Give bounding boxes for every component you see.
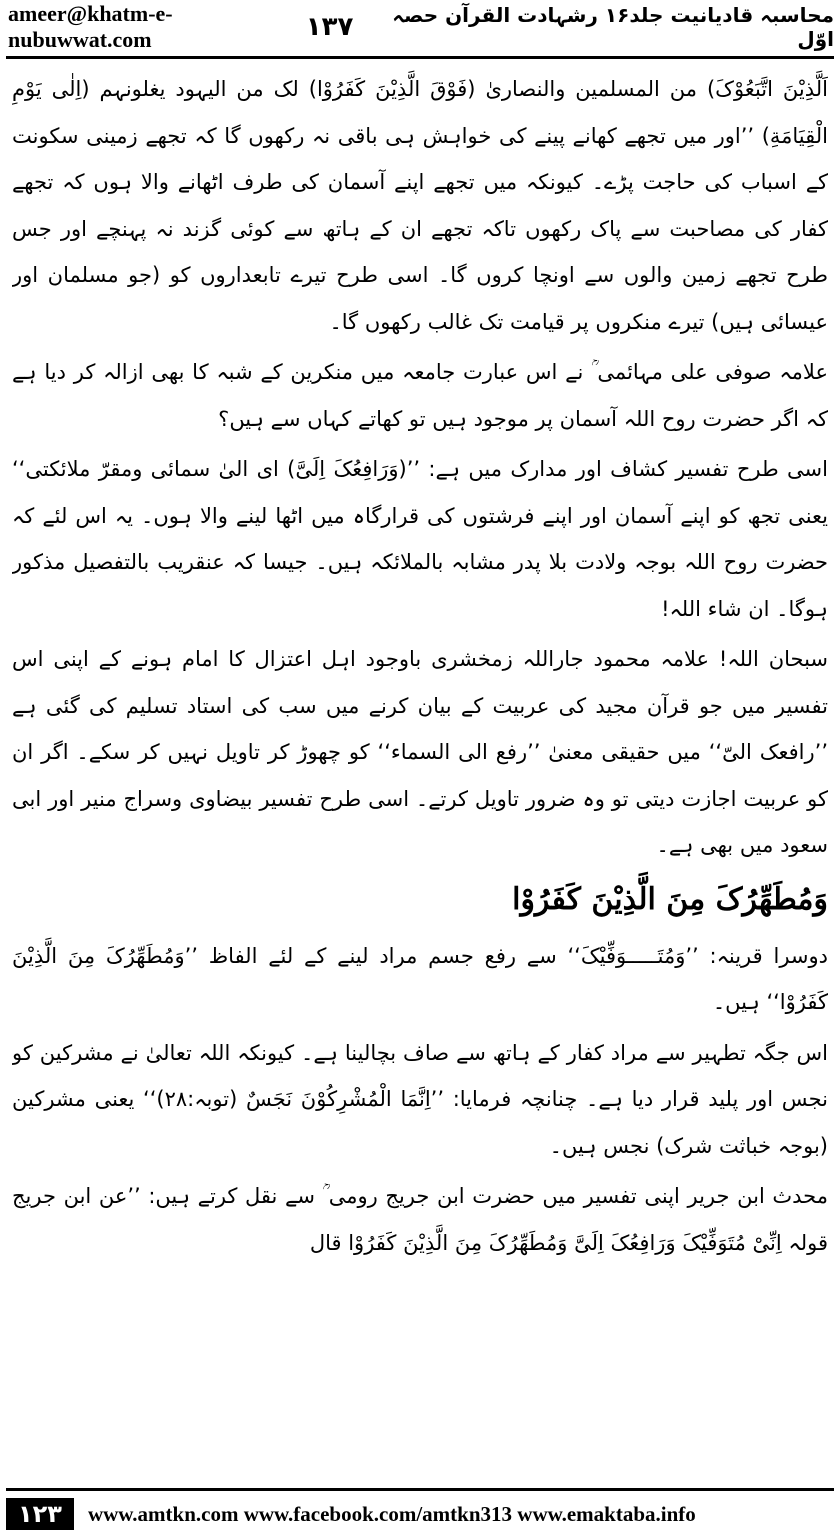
page-body — [12, 66, 828, 1482]
section-heading: وَمُطَهِّرُکَ مِنَ الَّذِیْنَ کَفَرُوْا — [512, 881, 828, 917]
page-footer — [6, 1494, 834, 1534]
paragraph-7: محدث ابن جریر اپنی تفسیر میں حضرت ابن جریج رومی ؒ سے نقل کرتے ہیں: ’’عن ابن جریج قولہ اِنِّیْ مُتَوَفِّیْکَ وَرَافِعُکَ اِلَیَّ وَمُطَهِّرُکَ مِنَ الَّذِیْنَ کَفَرُوْا قال — [12, 1184, 828, 1255]
header-title-group — [306, 3, 834, 51]
paragraph-6: اس جگہ تطہیر سے مراد کفار کے ہاتھ سے صاف بچالینا ہے۔ کیونکہ اللہ تعالیٰ نے مشرکین کو نجس اور پلید قرار دیا ہے۔ چنانچہ فرمایا: ’’اِنَّمَا الْمُشْرِکُوْنَ نَجَسٌ (توبہ:۲۸)‘‘ یعنی مشرکین (بوجہ خباثت شرک) نجس ہیں۔ — [12, 1040, 828, 1158]
footer-divider — [6, 1488, 834, 1491]
paragraph-2: علامہ صوفی علی مہائمی ؒ نے اس عبارت جامعہ میں منکرین کے شبہ کا بھی ازالہ کر دیا ہے کہ اگر حضرت روح اللہ آسمان پر موجود ہیں تو کھاتے کہاں سے ہیں؟ — [12, 360, 828, 431]
page-header — [0, 0, 840, 54]
header-page-number: ۱۳۷ — [305, 12, 354, 42]
paragraph-1: اَلَّذِیْنَ اتَّبَعُوْکَ) من المسلمین والنصاریٰ (فَوْقَ الَّذِیْنَ کَفَرُوْا) لک من الیہود یغلونہم (اِلٰی یَوْمِ الْقِیَامَةِ) ’’اور میں تجھے کھانے پینے کی خواہش ہی باقی نہ رکھوں گا کہ تجھے زمینی سکونت کے اسباب کی حاجت پڑے۔ کیونکہ میں تجھے اپنے آسمان کی طرف اٹھانے والا ہوں کہ تجھے کفار کی مصاحبت سے پاک رکھوں تاکہ تجھے ان کے ہاتھ سے کوئی گزند نہ پہنچے اور جس طرح تجھے زمین والوں سے اونچا کروں گا۔ اسی طرح تیرے تابعداروں کو (جو مسلمان اور عیسائی ہیں) تیرے منکروں پر قیامت تک غالب رکھوں گا۔ — [12, 77, 828, 334]
footer-page-number: ۱۲۳ — [6, 1498, 74, 1530]
header-book-title: محاسبہ قادیانیت جلد۱۶ رشہادت القرآن حصہ اوّل — [392, 3, 834, 51]
paragraph-5: دوسرا قرینہ: ’’وَمُتَـــــوَفِّیْکَ‘‘ سے رفع جسم مراد لینے کے لئے الفاظ ’’وَمُطَهِّرُکَ مِنَ الَّذِیْنَ کَفَرُوْا‘‘ ہیں۔ — [12, 943, 828, 1014]
paragraph-3: اسی طرح تفسیر کشاف اور مدارک میں ہے: ’’(وَرَافِعُکَ اِلَیَّ) ای الیٰ سمائی ومقرّ ملائکتی‘‘ یعنی تجھ کو اپنے آسمان اور اپنے فرشتوں کی قرارگاہ میں اٹھا لینے والا ہوں۔ یہ اس لئے کہ حضرت روح اللہ بوجہ ولادت بلا پدر مشابہ بالملائکہ ہیں۔ جیسا کہ عنقریب بالتفصیل مذکور ہوگا۔ ان شاء اللہ! — [12, 457, 828, 621]
header-email: ameer@khatm-e-nubuwwat.com — [8, 1, 173, 52]
header-divider — [6, 56, 834, 59]
paragraph-4: سبحان اللہ! علامہ محمود جاراللہ زمخشری باوجود اہل اعتزال کا امام ہونے کے اپنی اس تفسیر میں جو قرآن مجید کی عربیت کے بیان کرنے میں سب کی استاد تسلیم کی گئی ہے ’’رافعک الیّ‘‘ میں حقیقی معنیٰ ’’رفع الی السماء‘‘ کو چھوڑ کر تاویل نہیں کر سکے۔ اگر ان کو عربیت اجازت دیتی تو وہ ضرور تاویل کرتے۔ اسی طرح تفسیر بیضاوی وسراج منیر اور ابی سعود میں بھی ہے۔ — [12, 647, 828, 857]
footer-links: www.amtkn.com www.facebook.com/amtkn313 www.emaktaba.info — [87, 1501, 696, 1526]
